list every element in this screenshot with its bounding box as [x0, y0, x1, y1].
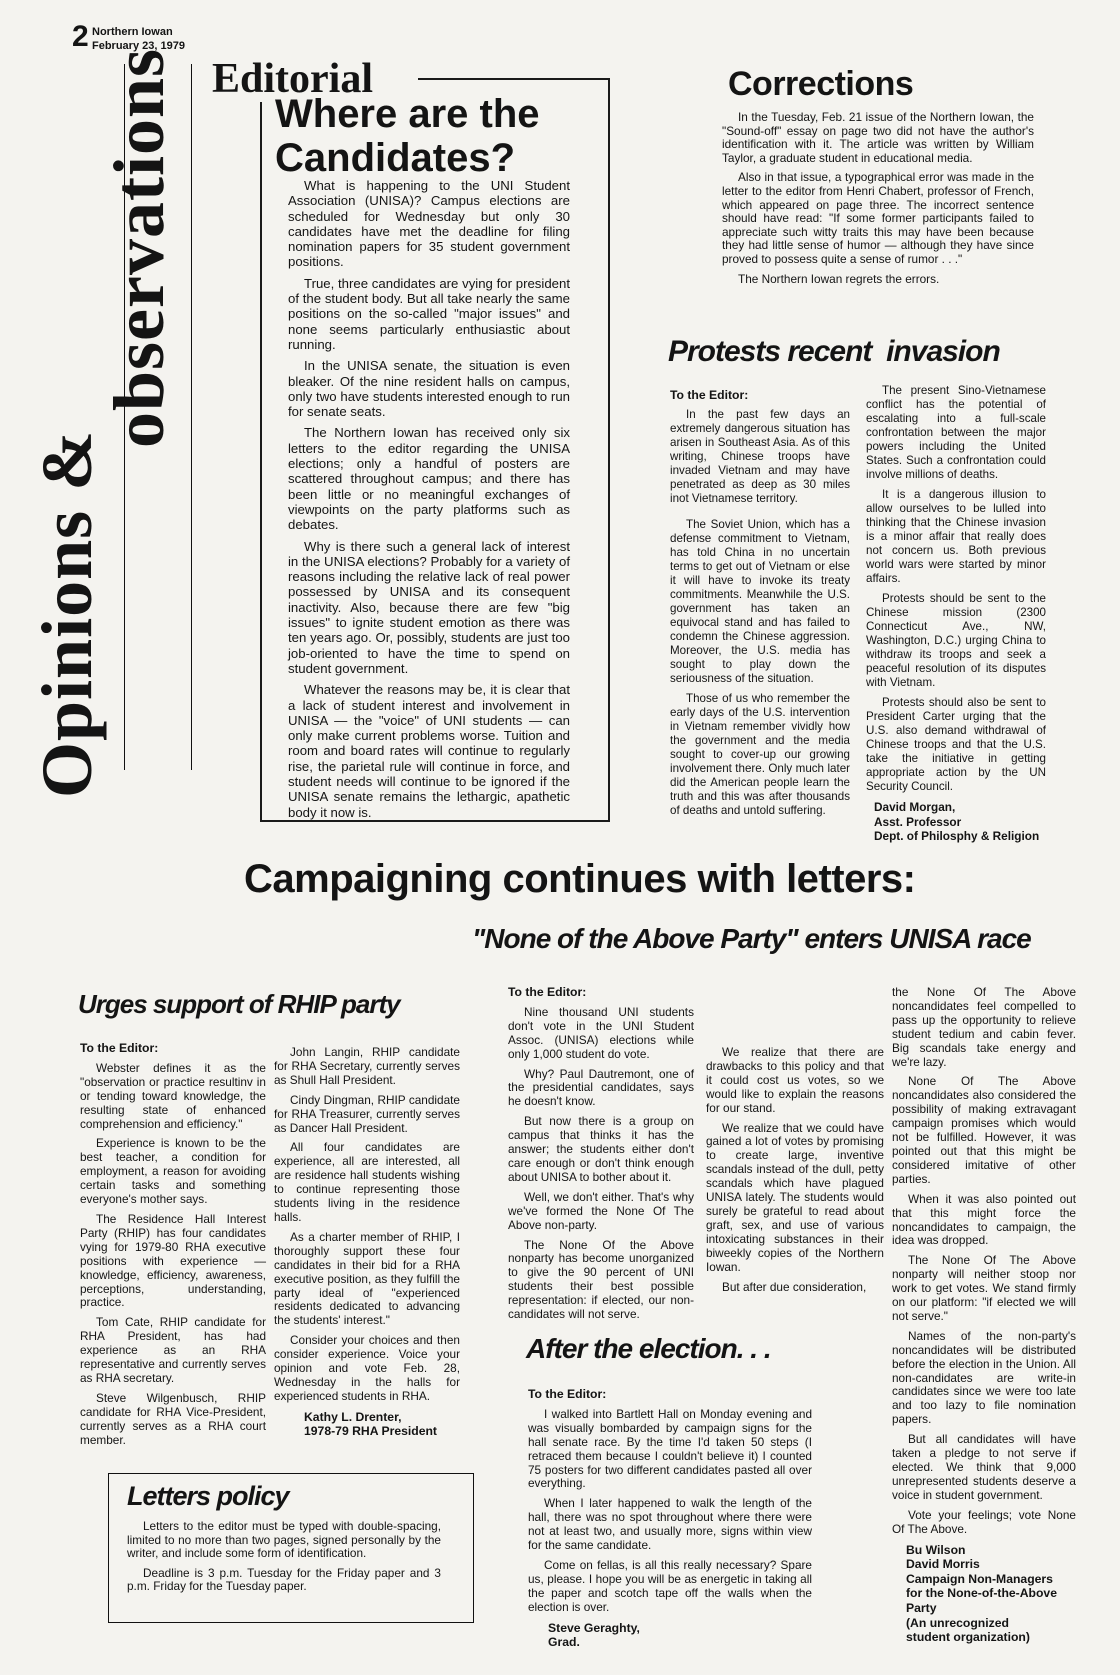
letters-policy-paragraph: Deadline is 3 p.m. Tuesday for the Friday paper and 3 p.m. Friday for the Tuesday paper. — [127, 1565, 441, 1594]
none-above-paragraph: We realize that we could have gained a lot of votes by promising to create large, inventive scandals instead of the dull, petty scandals which have plagued UNISA lately. The students would surely be grateful to read about graft, sex, and use of various intoxicating substances in their biweekly copies of the Northern Iowan. — [706, 1120, 884, 1274]
signature-line: (An unrecognized — [906, 1615, 1009, 1630]
rhip-to: To the Editor: — [80, 1041, 159, 1055]
signature-line: Steve Geraghty, — [548, 1620, 640, 1635]
rhip-headline: Urges support of RHIP party — [78, 989, 400, 1019]
rhip-paragraph: John Langin, RHIP candidate for RHA Secretary, currently serves as Shull Hall President. — [274, 1045, 460, 1087]
editorial-paragraph: Why is there such a general lack of interest in the UNISA elections? Probably for a variety of reasons including the relative lack of real power possessed by UNISA and its consequent inactivity. Also, because there are few "big issues" to ignite student emotion as there was ten years ago. Or, possibly, students are just too job-oriented to have the time to spend on student government. — [288, 538, 570, 676]
campaign-banner: Campaigning continues with letters: — [244, 857, 916, 901]
editorial-headline-line2: Candidates? — [275, 136, 516, 180]
protests-signature — [874, 800, 1046, 844]
rhip-col2 — [274, 1046, 460, 1439]
section-banner — [27, 47, 187, 798]
none-above-paragraph: the None Of The Above noncandidates feel compelled to pass up the opportunity to relieve student tedium and cabin fever. Big scandals take energy and we're lazy. — [892, 985, 1076, 1069]
signature-line: Bu Wilson — [906, 1542, 966, 1557]
after-election-paragraph: Come on fellas, is all this really necessary? Spare us, please. I hope you will be as energetic in taking all the paper and scotch tape off the walls when the election is over. — [528, 1557, 812, 1614]
section-banner-line2: observations — [99, 47, 179, 448]
none-above-paragraph: Why? Paul Dautremont, one of the presidential candidates, says he doesn't know. — [508, 1066, 694, 1109]
editorial-headline — [275, 92, 540, 180]
none-above-col3 — [892, 986, 1076, 1645]
editorial-label: Editorial — [212, 56, 374, 102]
rhip-paragraph: Cindy Dingman, RHIP candidate for RHA Treasurer, currently serves as Dancer Hall President. — [274, 1092, 460, 1135]
signature-line: for the None-of-the-Above — [906, 1586, 1057, 1601]
letters-policy-paragraph: Letters to the editor must be typed with double-spacing, limited to no more than two pages, signed personally by the writer, and include some form of identification. — [127, 1519, 441, 1561]
none-above-paragraph: Nine thousand UNI students don't vote in the UNI Student Assoc. (UNISA) elections while only 1,000 student do vote. — [508, 1004, 694, 1061]
protests-paragraph: Protests should be sent to the Chinese mission (2300 Connecticut Ave., NW, Washington, D.C.) urging China to withdraw its troops and seek a peaceful resolution of its disputes with Vietnam. — [866, 592, 1046, 689]
after-election-headline: After the election. . . — [526, 1333, 771, 1364]
signature-line: David Morgan, — [874, 800, 956, 814]
protests-paragraph: It is a dangerous illusion to allow ourselves to be lulled into thinking that the Chinese invasion is a minor affair that really does not concern us. Both previous world wars were started by minor affairs. — [866, 488, 1046, 585]
letters-policy-box — [108, 1473, 474, 1623]
after-election-paragraph: When I later happened to walk the length of the hall, there was no spot throughout where there were not at least two, and usually more, signs within view for the same candidate. — [528, 1496, 812, 1553]
none-above-paragraph: We realize that there are drawbacks to this policy and that it could cost us votes, so we would like to explain the reasons for our stand. — [706, 1045, 884, 1115]
paper-name: Northern Iowan — [92, 26, 173, 38]
after-election-signature — [548, 1621, 812, 1650]
rhip-paragraph: The Residence Hall Interest Party (RHIP) has four candidates vying for 1979-80 RHA executive positions with experience — knowledge, efficiency, awareness, perceptions, understanding, practice. — [80, 1211, 266, 1310]
editorial-paragraph: In the UNISA senate, the situation is even bleaker. Of the nine resident halls on campus, only two have students interested enough to run for senate seats. — [288, 358, 570, 420]
editorial-paragraph: True, three candidates are vying for president of the student body. But all take nearly the same positions on the so-called "major issues" and none seems particularly enthusiastic about running. — [288, 275, 570, 352]
rhip-paragraph: Consider your choices and then consider experience. Voice your opinion and vote Feb. 28, Wednesday in the halls for experienced students in RHA. — [274, 1333, 460, 1403]
signature-line: Dept. of Philosphy & Religion — [874, 829, 1040, 844]
protests-paragraph: Those of us who remember the early days of the U.S. intervention in Vietnam remember vividly how the government and the media sought to cover-up our growing involvement there. Only much later did the American people learn the truth and this was after thousands of deaths and untold suffering. — [670, 692, 850, 817]
none-above-col1 — [508, 986, 694, 1328]
editorial-paragraph: What is happening to the UNI Student Association (UNISA)? Campus elections are scheduled for Wednesday but only 30 candidates have met the deadline for filing nomination papers for 35 student government positions. — [288, 178, 570, 270]
protests-paragraph: In the past few days an extremely dangerous situation has arisen in Southeast Asia. As of this writing, Chinese troops have invaded Vietnam and may have penetrated as deep as 30 miles inot Vietnamese territory. — [670, 408, 850, 505]
none-above-paragraph: Well, we don't either. That's why we've formed the None Of The Above non-party. — [508, 1189, 694, 1232]
editorial-body — [288, 178, 570, 826]
none-above-paragraph: The None Of The Above nonparty will neither stoop nor work to get votes. We stand firmly on our platform: "if elected we will not serve." — [892, 1253, 1076, 1323]
signature-line: Campaign Non-Managers — [906, 1571, 1053, 1586]
rhip-paragraph: All four candidates are experience, all are interested, all are residence hall students wishing to continue representing those students living in the residence halls. — [274, 1140, 460, 1224]
protests-paragraph: The present Sino-Vietnamese conflict has the potential of escalating into a full-scale confrontation between the major powers including the United States. Such a confrontation could involve millions of deaths. — [866, 384, 1046, 481]
none-above-paragraph: But after due consideration, — [722, 1279, 867, 1294]
none-above-paragraph: The None Of the Above nonparty has become unorganized to give the 90 percent of UNI students their best possible representation: if elected, our non-candidates will not serve. — [508, 1237, 694, 1322]
corrections-paragraph: The Northern Iowan regrets the errors. — [738, 271, 940, 286]
editorial-headline-line1: Where are the — [275, 92, 540, 136]
editorial-right-rule — [608, 78, 610, 820]
none-above-paragraph: Vote your feelings; vote None Of The Above. — [892, 1507, 1076, 1536]
protests-paragraph: Protests should also be sent to President Carter urging that the U.S. also demand withdrawal of Chinese troops and that the U.S. take the initiative in getting appropriate action by the UN Security Council. — [866, 696, 1046, 793]
letters-policy-body — [127, 1520, 441, 1600]
signature-line: student organization) — [906, 1630, 1030, 1645]
after-election-body — [528, 1388, 812, 1650]
rhip-paragraph: Webster defines it as the "observation or practice resultinv in or tending toward knowledge, the resulting state of enhanced comprehension and efficiency." — [80, 1060, 266, 1131]
signature-line: Kathy L. Drenter, — [304, 1409, 402, 1424]
corrections-paragraph: In the Tuesday, Feb. 21 issue of the Northern Iowan, the "Sound-off" essay on page two did not have the author's identification with it. The article was written by William Taylor, a graduate student in educational media. — [722, 110, 1034, 165]
campaign-subhead: "None of the Above Party" enters UNISA race — [472, 923, 1031, 954]
none-above-paragraph: But all candidates will have taken a pledge to not serve if elected. We think that 9,000 unrepresented students deserve a voice in student government. — [892, 1432, 1076, 1502]
protests-paragraph: The Soviet Union, which has a defense commitment to Vietnam, has told China in no uncertain terms to get out of Vietnam or else it will have to invoke its treaty commitments. Meanwhile the U.S. government has taken an equivocal stand and has failed to condemn the Chinese aggression. Moreover, the U.S. media has sought to play down the seriousness of the situation. — [670, 518, 850, 685]
none-above-paragraph: When it was also pointed out that this might force the noncandidates to campaign, the idea was dropped. — [892, 1191, 1076, 1248]
editorial-paragraph: The Northern Iowan has received only six letters to the editor regarding the UNISA elections; only a handful of posters are scattered throughout campus; and there has been little or no meaningful exchanges of viewpoints on the party platforms such as debates. — [288, 425, 570, 533]
signature-line: Grad. — [548, 1635, 580, 1650]
none-above-to: To the Editor: — [508, 985, 587, 999]
rhip-paragraph: Tom Cate, RHIP candidate for RHA President, has had experience as an RHA representative and currently serves as RHA secretary. — [80, 1315, 266, 1385]
after-election-to: To the Editor: — [528, 1387, 607, 1401]
none-above-paragraph: Names of the non-party's noncandidates will be distributed before the election in the Union. All non-candidates are write-in candidates since we were too late and too lazy to file nomination papers. — [892, 1328, 1076, 1427]
letters-policy-title: Letters policy — [127, 1481, 289, 1511]
rhip-paragraph: Experience is known to be the best teacher, a condition for employment, a reason for avoiding certain tasks and something everyone's mother says. — [80, 1136, 266, 1207]
none-above-col2 — [706, 1046, 884, 1300]
rhip-signature — [304, 1410, 460, 1439]
none-above-paragraph: None Of The Above noncandidates also considered the possibility of making extravagant campaign promises which would not be fulfilled. However, it was pointed out that this might be considered imitative of other parties. — [892, 1074, 1076, 1186]
rhip-paragraph: As a charter member of RHIP, I thoroughly support these four candidates in their bid for a RHA executive position, as they fulfill the party ideal of "experienced residents dedicated to advancing the students' interest." — [274, 1229, 460, 1328]
editorial-top-rule — [418, 78, 608, 80]
protests-col2 — [866, 384, 1046, 844]
protests-col1 — [670, 388, 850, 824]
signature-line: 1978-79 RHA President — [304, 1424, 437, 1439]
section-banner-line1: Opinions & — [27, 429, 107, 798]
page-number: 2 — [72, 20, 89, 53]
corrections-paragraph: Also in that issue, a typographical error was made in the letter to the editor from Henri Chabert, professor of French, which appeared on page three. The incorrect sentence should have read: "If some former participants failed to appreciate such witty traits this may have been because they had little sense of humor — although they have since proved to possess quite a sense of rumor . . ." — [722, 170, 1034, 266]
signature-line: David Morris — [906, 1557, 980, 1572]
editorial-left-rule — [260, 102, 262, 820]
signature-line: Party — [906, 1600, 937, 1615]
editorial-paragraph: Whatever the reasons may be, it is clear that a lack of student interest and involvement in UNISA — the "voice" of UNI students — can only make current problems worse. Tuition and room and board rates will continue to regularly rise, the parietal rule will continue in force, and student needs will continue to be ignored if the UNISA senate remains the lethargic, apathetic body it now is. — [288, 682, 570, 820]
after-election-paragraph: I walked into Bartlett Hall on Monday evening and was visually bombarded by campaign signs for the hall senate race. By the time I'd taken 50 steps (I retraced them because I couldn't believe it) I counted 75 posters for two different candidates pasted all over everything. — [528, 1406, 812, 1491]
issue-date: February 23, 1979 — [92, 40, 185, 52]
rhip-col1 — [80, 1042, 266, 1453]
corrections-body — [722, 111, 1034, 292]
protests-to: To the Editor: — [670, 388, 749, 402]
rhip-paragraph: Steve Wilgenbusch, RHIP candidate for RHA Vice-President, currently serves as a RHA court member. — [80, 1390, 266, 1447]
protests-headline: Protests recent invasion — [668, 335, 1000, 368]
none-above-paragraph: But now there is a group on campus that thinks it has the answer; the students either don't care enough or don't think enough about UNISA to bother about it. — [508, 1114, 694, 1184]
corrections-title: Corrections — [728, 65, 914, 103]
signature-line: Asst. Professor — [874, 814, 962, 829]
none-above-signature — [906, 1543, 1076, 1645]
